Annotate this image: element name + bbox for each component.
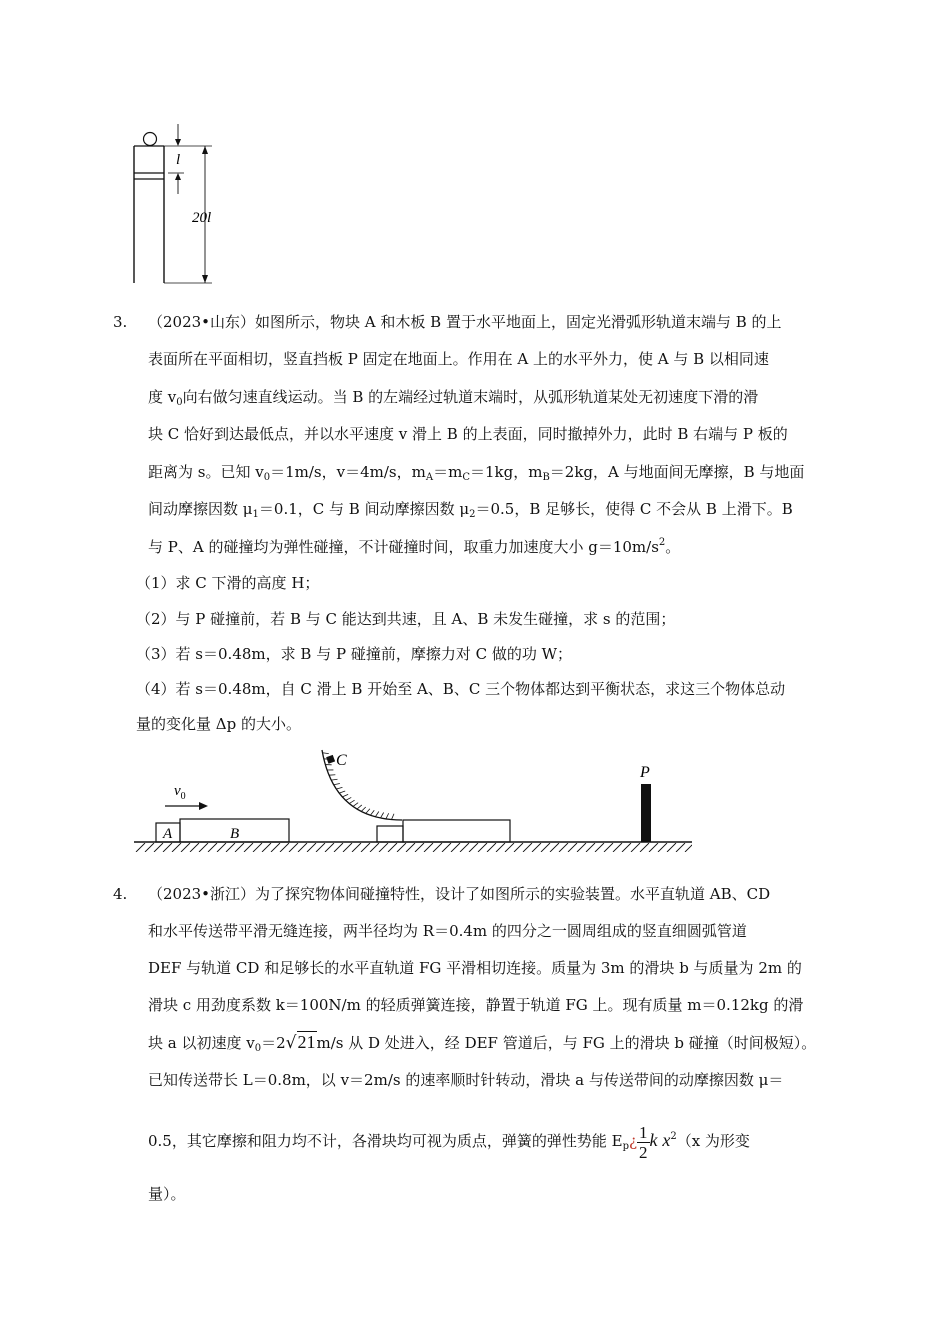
ground-hatch	[208, 843, 217, 852]
arc-hatch	[342, 794, 348, 796]
arc-hatch	[366, 809, 370, 814]
arc-hatch	[357, 805, 362, 809]
ground-hatch	[577, 843, 586, 852]
arc-hatch	[339, 791, 345, 793]
ground-hatch	[361, 843, 370, 852]
arc-hatch	[386, 813, 389, 819]
ground-hatch	[622, 843, 631, 852]
q3-line-5: 距离为 s。已知 $v_0=1m/s$，v＝4m/s，$m_A=m_C=1kg$，$m_B=2kg$，A 与地面间无摩擦，B 与地面	[148, 463, 805, 483]
ground-hatch	[640, 843, 649, 852]
figure-track-diagram	[128, 742, 698, 854]
q3-sub-4b: 量的变化量 Δp 的大小。	[136, 715, 301, 733]
q4-line-8: 量）。	[148, 1185, 186, 1203]
q4-line-6: 已知传送带长 L＝0.8m，以 v＝2m/s 的速率顺时针转动，滑块 a 与传送带间的动摩擦因数 μ＝	[148, 1071, 784, 1089]
ground-hatch	[433, 843, 442, 852]
label-C: C	[336, 752, 347, 769]
ground-hatch	[343, 843, 352, 852]
ground-hatch	[280, 843, 289, 852]
ground-hatch	[145, 843, 154, 852]
label-20l: 20l	[192, 210, 212, 226]
q4-number: 4.	[113, 885, 128, 903]
q3-sub-4a: （4）若 s＝0.48m，自 C 滑上 B 开始至 A、B、C 三个物体都达到平衡状态，求这三个物体总动	[136, 680, 786, 698]
ground-hatch	[559, 843, 568, 852]
q3-sub-3: （3）若 s＝0.48m，求 B 与 P 碰撞前，摩擦力对 C 做的功 W；	[136, 645, 573, 663]
ground-hatch	[532, 843, 541, 852]
ground-hatch	[289, 843, 298, 852]
ground-hatch	[442, 843, 451, 852]
arc-hatch	[334, 783, 340, 784]
ground-hatch	[424, 843, 433, 852]
q3-sub-1: （1）求 C 下滑的高度 H；	[136, 574, 320, 592]
label-A: A	[163, 826, 173, 842]
ground-hatch	[262, 843, 271, 852]
board-B-end	[377, 826, 403, 842]
q3-line-3: 度 $v_0$向右做匀速直线运动。当 B 的左端经过轨道末端时，从弧形轨道某处无初速度下滑的滑	[148, 388, 759, 408]
fraction-one-half: $\frac{1}{2}$	[639, 1122, 648, 1162]
ground-hatch	[676, 843, 685, 852]
ground-hatch	[334, 843, 343, 852]
ground-hatch	[388, 843, 397, 852]
ground-hatch	[586, 843, 595, 852]
ground-hatch	[415, 843, 424, 852]
label-B: B	[230, 826, 240, 842]
arc-hatch	[361, 807, 365, 811]
arc-hatch	[391, 814, 394, 820]
q3-line-6: 间动摩擦因数 $\mu_1=0.1$，C 与 B 间动摩擦因数 $\mu_2=0.5$，B 足够长，使得 C 不会从 B 上滑下。B	[148, 500, 793, 520]
nth-root: √21	[285, 1032, 316, 1053]
ground-hatch	[613, 843, 622, 852]
q4-line-2: 和水平传送带平滑无缝连接，两半径均为 R＝0.4m 的四分之一圆周组成的竖直细圆弧管道	[148, 922, 747, 940]
ground-hatch	[226, 843, 235, 852]
ground-hatch	[370, 843, 379, 852]
arc-hatch	[331, 779, 337, 780]
ground-hatch	[190, 843, 199, 852]
q4-line-3: DEF 与轨道 CD 和足够长的水平直轨道 FG 平滑相切连接。质量为 3m 的滑块 b 与质量为 2m 的	[148, 959, 802, 977]
arc-hatch	[353, 803, 358, 807]
ground-hatch	[163, 843, 172, 852]
ground-hatch	[523, 843, 532, 852]
ground-hatch	[154, 843, 163, 852]
ground-hatch	[199, 843, 208, 852]
arc-hatch	[323, 753, 329, 754]
q4-line-7: 0.5，其它摩擦和阻力均不计，各滑块均可视为质点，弹簧的弹性势能 $E_p¿$ $\frac{1}{2}$ k $x^2(x$ 为形变	[148, 1122, 750, 1162]
ground-hatch	[604, 843, 613, 852]
q3-line-4: 块 C 恰好到达最低点，并以水平速度 v 滑上 B 的上表面，同时撤掉外力，此时 B 右端与 P 板的	[148, 425, 788, 443]
label-l: l	[176, 152, 181, 168]
ground-hatch	[541, 843, 550, 852]
arc-hatch	[349, 800, 354, 803]
ground-hatch	[406, 843, 415, 852]
q3-sub-2: （2）与 P 碰撞前，若 B 与 C 能达到共速，且 A、B 未发生碰撞，求 s 的范围；	[136, 610, 676, 628]
ball	[144, 133, 157, 146]
q4-line-1: （2023•浙江）为了探究物体间碰撞特性，设计了如图所示的实验装置。水平直轨道 AB、CD	[148, 885, 771, 903]
ground-hatch	[217, 843, 226, 852]
ground-hatch	[271, 843, 280, 852]
arc-hatch	[336, 787, 342, 789]
ground-hatch	[469, 843, 478, 852]
ground-hatch	[568, 843, 577, 852]
ground-hatch	[667, 843, 676, 852]
label-v0: $v_0$	[174, 783, 186, 802]
q3-line-2: 表面所在平面相切，竖直挡板 P 固定在地面上。作用在 A 上的水平外力，使 A 与 B 以相同速	[148, 350, 769, 368]
ground-hatch	[298, 843, 307, 852]
ground-hatch	[631, 843, 640, 852]
block-C	[326, 755, 335, 764]
ground-hatch	[235, 843, 244, 852]
q4-line-5: 块 a 以初速度 $v_0=2$ √21m/s 从 D 处进入，经 DEF 管道后，与 FG 上的滑块 b 碰撞（时间极短）。	[148, 1032, 817, 1054]
ground-hatch	[550, 843, 559, 852]
ground-hatch	[595, 843, 604, 852]
ground-hatch	[397, 843, 406, 852]
plate-P	[641, 784, 651, 842]
ground-hatch	[307, 843, 316, 852]
board-B-right	[403, 820, 510, 842]
ground-hatch	[460, 843, 469, 852]
figure-tube-diagram	[120, 118, 230, 288]
ground-hatch	[487, 843, 496, 852]
arc-hatch	[346, 797, 352, 800]
ground-hatch	[244, 843, 253, 852]
arc-hatch	[370, 810, 374, 815]
q4-line-4: 滑块 c 用劲度系数 k＝100N/m 的轻质弹簧连接，静置于轨道 FG 上。现有质量 m＝0.12kg 的滑	[148, 996, 804, 1014]
ground-hatch	[172, 843, 181, 852]
ground-hatch	[649, 843, 658, 852]
q3-line-1: （2023•山东）如图所示，物块 A 和木板 B 置于水平地面上，固定光滑弧形轨道末端与 B 的上	[148, 313, 782, 331]
ground-hatch	[352, 843, 361, 852]
ground-hatch	[685, 843, 694, 852]
arc-hatch	[375, 811, 378, 816]
ground-hatch	[478, 843, 487, 852]
label-P: P	[640, 764, 650, 781]
ground-hatch	[514, 843, 523, 852]
ground-hatch	[253, 843, 262, 852]
ground-hatch	[181, 843, 190, 852]
q3-line-7: 与 P、A 的碰撞均为弹性碰撞，不计碰撞时间，取重力加速度大小 $g=10m/s^2$。	[148, 537, 681, 556]
ground-hatch	[325, 843, 334, 852]
arc-hatch	[380, 812, 383, 817]
ground-hatch	[505, 843, 514, 852]
ground-hatch	[136, 843, 145, 852]
ground-hatch	[658, 843, 667, 852]
ground-hatch	[694, 843, 698, 852]
ground-hatch	[496, 843, 505, 852]
ground-hatch	[316, 843, 325, 852]
ground-hatch	[379, 843, 388, 852]
q3-number: 3.	[113, 313, 128, 331]
ground-hatch	[451, 843, 460, 852]
